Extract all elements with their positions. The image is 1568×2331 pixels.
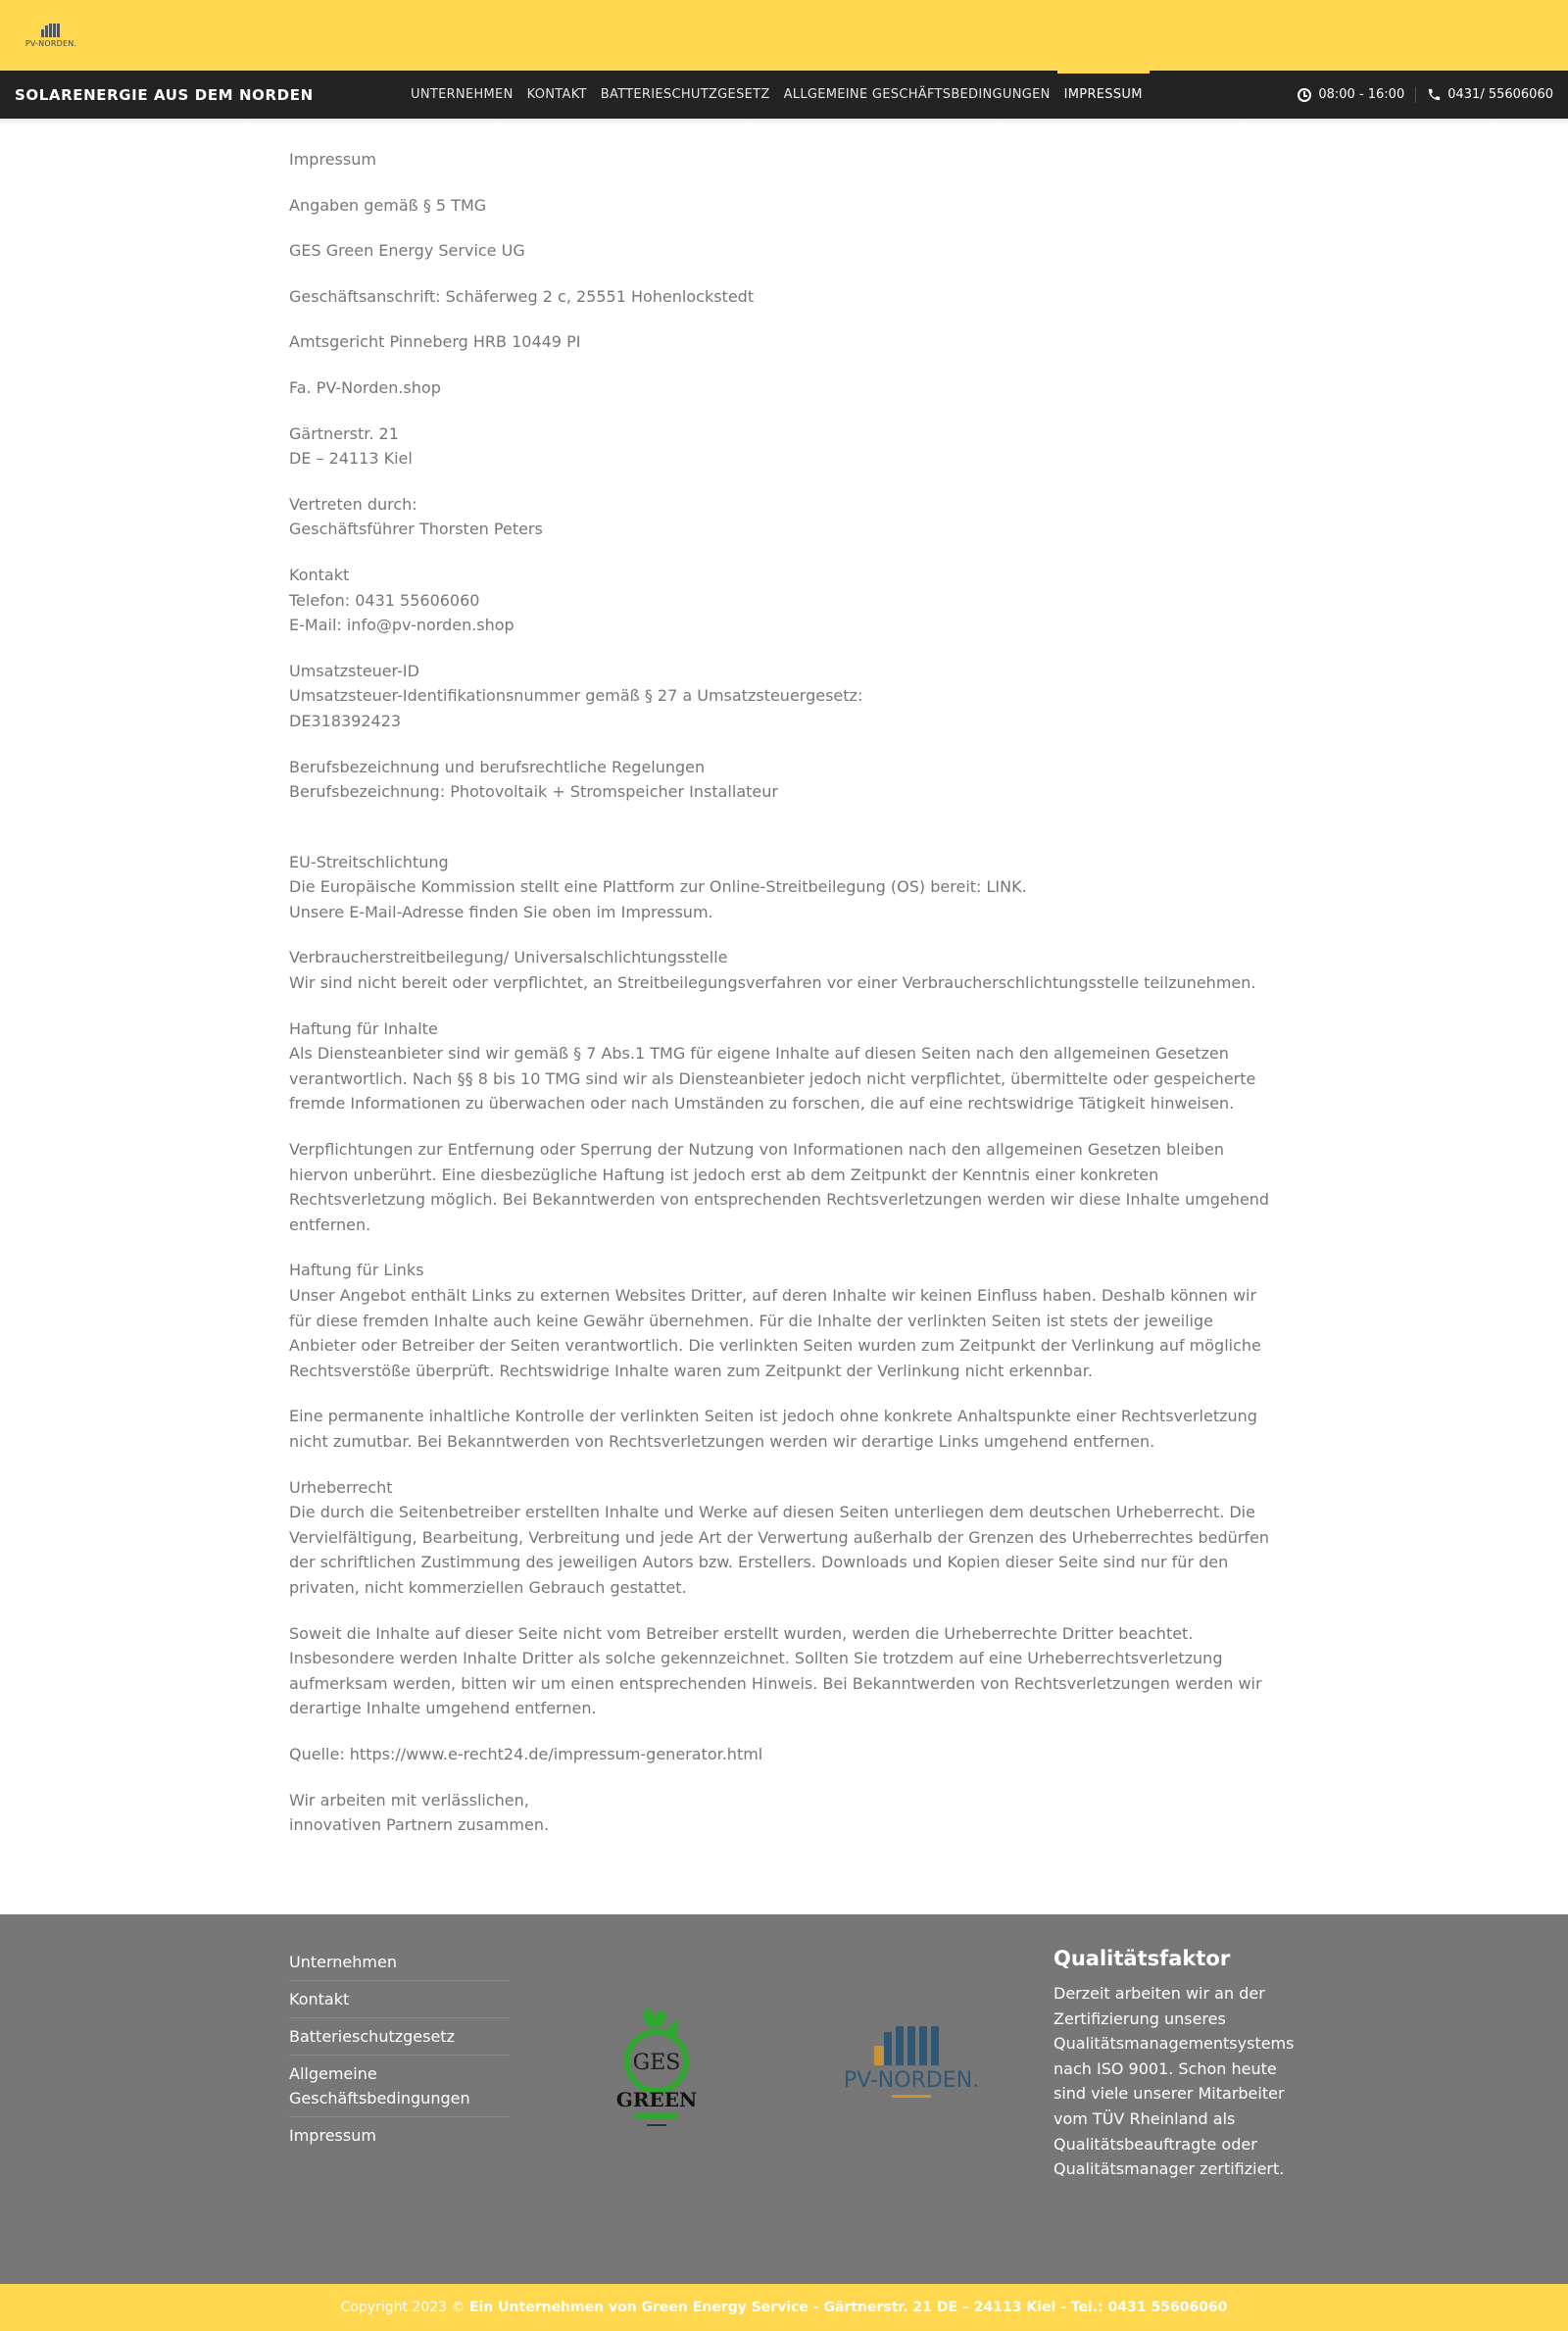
nav-item-impressum[interactable]: IMPRESSUM: [1057, 71, 1150, 119]
links-heading: Haftung für Links: [289, 1261, 424, 1280]
impressum-content: [289, 147, 1279, 1859]
paragraph: Verpflichtungen zur Entfernung oder Sperrung der Nutzung von Informationen nach den allgemeinen Gesetzen bleiben hiervon unberührt. Eine diesbezügliche Haftung ist jedoch erst ab dem Zeitpunkt der Kenntnis einer konkreten Rechtsverletzung möglich. Bei Bekanntwerden von entsprechenden Rechtsverletzungen werden wir diese Inhalte umgehend entfernen.: [289, 1140, 1270, 1234]
representative: [289, 492, 1279, 542]
opening-hours: [1298, 87, 1404, 102]
nav-item-kontakt[interactable]: KONTAKT: [526, 87, 587, 102]
svg-text:GES: GES: [632, 2051, 681, 2075]
source-line: Quelle: https://www.e-recht24.de/impressum-generator.html: [289, 1744, 763, 1763]
top-header: [0, 0, 1568, 71]
footer-links: [289, 1944, 510, 2154]
nav-item-batterieschutzgesetz[interactable]: BATTERIESCHUTZGESETZ: [600, 87, 770, 102]
nav-contact-info: [1298, 71, 1553, 119]
eu-dispute-block: [289, 850, 1279, 925]
phone-text: 0431/ 55606060: [1447, 87, 1553, 102]
liability-links-block: [289, 1258, 1279, 1383]
rep-name: Geschäftsführer Thorsten Peters: [289, 520, 543, 539]
partners-line: [289, 1788, 1279, 1838]
clock-icon: [1298, 88, 1311, 102]
quality-box: [1054, 1944, 1308, 2182]
hours-text: 08:00 - 16:00: [1318, 87, 1405, 102]
shop-name: Fa. PV-Norden.shop: [289, 377, 441, 397]
svg-text:PV-NORDEN.: PV-NORDEN.: [843, 2068, 980, 2093]
svg-text:GREEN: GREEN: [615, 2088, 698, 2111]
liability-heading: Haftung für Inhalte: [289, 1018, 438, 1038]
footer: [0, 1914, 1568, 2284]
copyright-block: [289, 1475, 1279, 1601]
footer-link-kontakt[interactable]: Kontakt: [289, 1981, 510, 2018]
page-title: Impressum: [289, 150, 376, 169]
site-title[interactable]: SOLARENERGIE AUS DEM NORDEN: [15, 86, 314, 104]
copyright-heading: Urheberrecht: [289, 1477, 393, 1497]
liability-text: Als Diensteanbieter sind wir gemäß § 7 Abs.1 TMG für eigene Inhalte auf diesen Seiten nach den allgemeinen Gesetzen verantwortlich. Nach §§ 8 bis 10 TMG sind wir als Diensteanbieter jedoch nicht verpflichtet, übermittelte oder gespeicherte fremde Informationen zu überwachen oder nach Umständen zu forschen, die auf eine rechtswidrige Tätigkeit hinweisen.: [289, 1044, 1256, 1114]
spacer: [289, 825, 1279, 850]
contact-block: [289, 563, 1279, 638]
contact-phone: Telefon: 0431 55606060: [289, 590, 480, 610]
shop-address: [289, 422, 1279, 471]
copyright-main: Ein Unternehmen von Green Energy Service - Gärtnerstr. 21 DE – 24113 Kiel - Tel.: 0431 55606060: [468, 2300, 1228, 2315]
consumer-text: Wir sind nicht bereit oder verpflichtet, an Streitbeilegungsverfahren vor einer Verbraucherschlichtungsstelle teilzunehmen.: [289, 973, 1256, 993]
partners-text-2: innovativen Partnern zusammen.: [289, 1815, 550, 1835]
footer-link-unternehmen[interactable]: Unternehmen: [289, 1944, 510, 1981]
vat-block: [289, 659, 1279, 734]
links-text: Unser Angebot enthält Links zu externen Websites Dritter, auf deren Inhalte wir keinen Einfluss haben. Deshalb können wir für diese fremden Inhalte auch keine Gewähr übernehmen. Für die Inhalte der verlinkten Seiten ist stets der jeweilige Anbieter oder Betreiber der Seiten verantwortlich. Die verlinkten Seiten wurden zum Zeitpunkt der Verlinkung auf mögliche Rechtsverstöße überprüft. Rechtswidrige Inhalte waren zum Zeitpunkt der Verlinkung nicht erkennbar.: [289, 1286, 1261, 1380]
street: Gärtnerstr. 21: [289, 423, 399, 443]
copyright-prefix: Copyright 2023 ©: [340, 2300, 466, 2315]
eu-email-note: Unsere E-Mail-Adresse finden Sie oben im Impressum.: [289, 902, 713, 921]
vat-label: Umsatzsteuer-Identifikationsnummer gemäß § 27 a Umsatzsteuergesetz:: [289, 686, 863, 706]
nav-item-agb[interactable]: ALLGEMEINE GESCHÄFTSBEDINGUNGEN: [783, 87, 1051, 102]
company-name: GES Green Energy Service UG: [289, 241, 525, 261]
contact-heading: Kontakt: [289, 565, 350, 584]
nav-menu: [404, 71, 1150, 119]
divider: [1415, 87, 1416, 103]
eu-text: Die Europäische Kommission stellt eine Plattform zur Online-Streitbeilegung (OS) bereit: LINK.: [289, 877, 1027, 897]
consumer-dispute-block: [289, 945, 1279, 995]
quality-text: Derzeit arbeiten wir an der Zertifizierung unseres Qualitätsmanagementsystems nach ISO 9001. Schon heute sind viele unserer Mitarbeiter vom TÜV Rheinland als Qualitätsbeauftragte oder Qualitätsmanager zertifiziert.: [1054, 1984, 1295, 2179]
partners-text-1: Wir arbeiten mit verlässlichen,: [289, 1790, 529, 1810]
footer-link-batterieschutzgesetz[interactable]: Batterieschutzgesetz: [289, 2018, 510, 2056]
copyright-text: Die durch die Seitenbetreiber erstellten Inhalte und Werke auf diesen Seiten unterliegen dem deutschen Urheberrecht. Die Vervielfältigung, Bearbeitung, Verbreitung und jede Art der Verwertung außerhalb der Grenzen des Urheberrechtes bedürfen der schriftlichen Zustimmung des jeweiligen Autors bzw. Erstellers. Downloads und Kopien dieser Seite sind nur für den privaten, nicht kommerziellen Gebrauch gestattet.: [289, 1503, 1269, 1597]
rep-label: Vertreten durch:: [289, 494, 417, 514]
business-address: Geschäftsanschrift: Schäferweg 2 c, 25551 Hohenlockstedt: [289, 286, 755, 306]
liability-content-block: [289, 1017, 1279, 1116]
phone-link[interactable]: [1427, 87, 1553, 102]
vat-heading: Umsatzsteuer-ID: [289, 661, 419, 680]
paragraph: Angaben gemäß § 5 TMG: [289, 195, 487, 215]
ges-green-logo: [608, 1997, 706, 2134]
profession-heading: Berufsbezeichnung und berufsrechtliche Regelungen: [289, 757, 706, 776]
consumer-heading: Verbraucherstreitbeilegung/ Universalschlichtungsstelle: [289, 948, 728, 967]
profession-text: Berufsbezeichnung: Photovoltaik + Stromspeicher Installateur: [289, 782, 778, 802]
phone-icon: [1427, 87, 1442, 102]
vat-number: DE318392423: [289, 711, 402, 730]
footer-link-agb[interactable]: Allgemeine Geschäftsbedingungen: [289, 2056, 510, 2117]
contact-email[interactable]: E-Mail: info@pv-norden.shop: [289, 616, 514, 635]
pv-norden-logo: [823, 2012, 1000, 2110]
paragraph: Eine permanente inhaltliche Kontrolle der verlinkten Seiten ist jedoch ohne konkrete Anhaltspunkte einer Rechtsverletzung nicht zumutbar. Bei Bekanntwerden von Rechtsverletzungen werden wir derartige Links umgehend entfernen.: [289, 1407, 1257, 1451]
eu-heading: EU-Streitschlichtung: [289, 852, 449, 871]
city: DE – 24113 Kiel: [289, 449, 413, 469]
site-logo[interactable]: [24, 20, 78, 51]
copyright-bar: [0, 2284, 1568, 2331]
paragraph: Soweit die Inhalte auf dieser Seite nicht vom Betreiber erstellt wurden, werden die Urheberrechte Dritter beachtet. Insbesondere werden Inhalte Dritter als solche gekennzeichnet. Sollten Sie trotzdem auf eine Urheberrechtsverletzung aufmerksam werden, bitten wir um einen entsprechenden Hinweis. Bei Bekanntwerden von Rechtsverletzungen werden wir derartige Inhalte umgehend entfernen.: [289, 1623, 1262, 1718]
main-navbar: [0, 71, 1568, 119]
quality-title: Qualitätsfaktor: [1054, 1947, 1231, 1970]
nav-item-unternehmen[interactable]: UNTERNEHMEN: [411, 87, 514, 102]
court-registration: Amtsgericht Pinneberg HRB 10449 PI: [289, 332, 581, 352]
logo-mark-icon: [41, 22, 63, 37]
profession-block: [289, 755, 1279, 805]
header-shadow: [0, 119, 1568, 124]
logo-text: PV-NORDEN.: [24, 39, 77, 48]
footer-link-impressum[interactable]: Impressum: [289, 2126, 376, 2145]
